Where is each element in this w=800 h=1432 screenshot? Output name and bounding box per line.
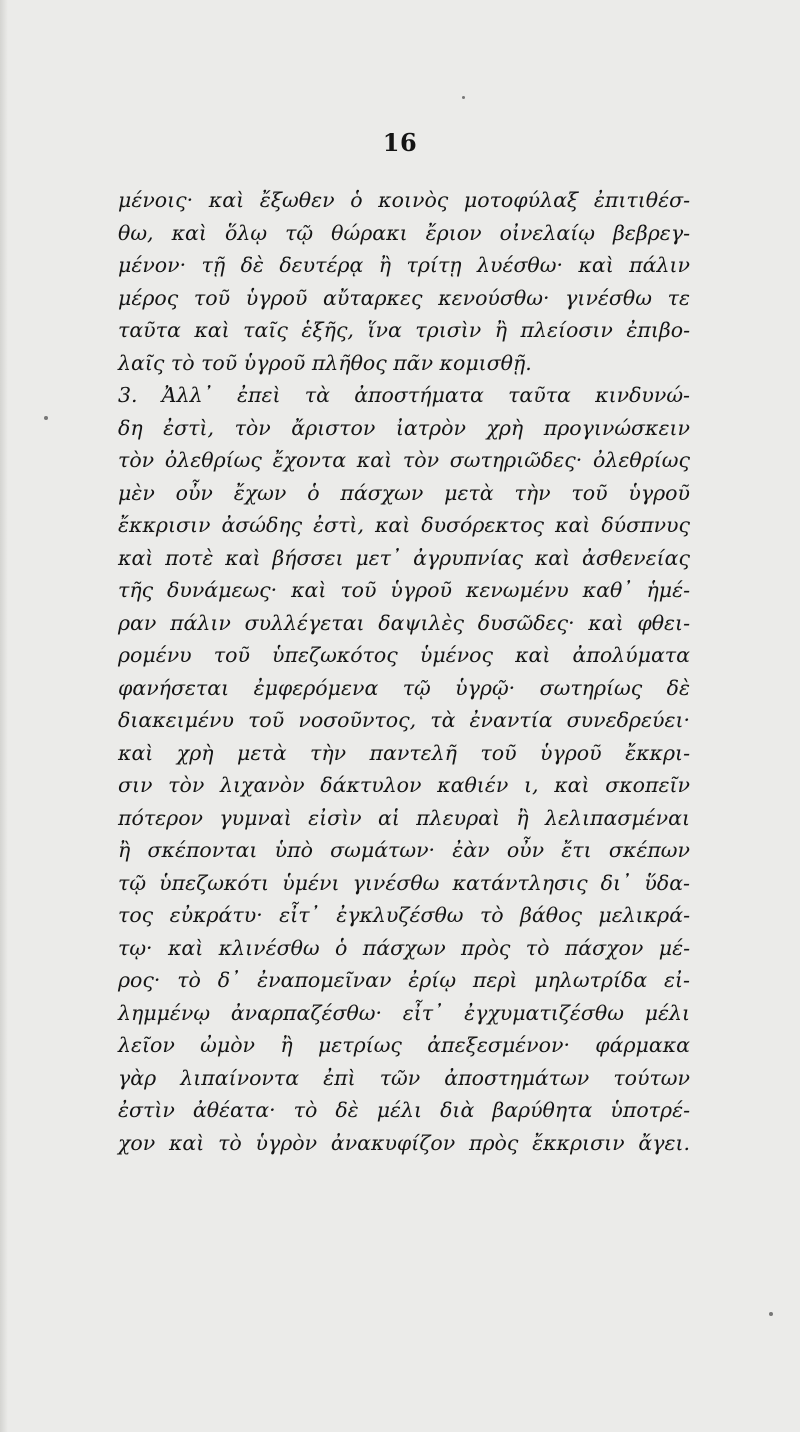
text-line: διακειμένυ τοῦ νοσοῦντος, τὰ ἐναντία συνεδρεύει· [118,708,690,732]
text-line: μὲν οὖν ἔχων ὁ πάσχων μετὰ τὴν τοῦ ὑγροῦ [118,480,690,505]
text-line: λημμένῳ ἀναρπαζέσθω· εἶτ᾽ ἐγχυματιζέσθω μέλι [118,1000,690,1025]
page-number: 16 [382,128,418,157]
text-line: τῷ ὑπεζωκότι ὑμένι γινέσθω κατάντλησις δι᾽ ὕδα- [118,870,690,895]
body-text [118,184,690,1159]
text-line: ρος· τὸ δ᾽ ἐναπομεῖναν ἐρίῳ περὶ μηλωτρίδα εἰ- [118,968,690,992]
text-line: γὰρ λιπαίνοντα ἐπὶ τῶν ἀποστημάτων τούτων [118,1065,690,1090]
text-line: μένον· τῇ δὲ δευτέρᾳ ἢ τρίτῃ λυέσθω· καὶ πάλιν [118,253,690,277]
text-line: ἐστὶν ἀθέατα· τὸ δὲ μέλι διὰ βαρύθητα ὑποτρέ- [118,1098,690,1122]
text-line: πότερον γυμναὶ εἰσὶν αἱ πλευραὶ ἢ λελιπασμέναι [118,805,690,830]
text-line: δη ἐστὶ, τὸν ἄριστον ἰατρὸν χρὴ προγινώσκειν [118,415,690,440]
paper-speck [462,96,465,99]
text-line: 3. Ἀλλ᾽ ἐπεὶ τὰ ἀποστήματα ταῦτα κινδυνώ- [118,383,690,407]
text-line: τὸν ὀλεθρίως ἔχοντα καὶ τὸν σωτηριῶδες· ὀλεθρίως [118,448,690,472]
text-line: καὶ χρὴ μετὰ τὴν παντελῆ τοῦ ὑγροῦ ἔκκρι- [118,740,690,765]
text-line: τῳ· καὶ κλινέσθω ὁ πάσχων πρὸς τὸ πάσχον μέ- [118,935,690,960]
text-line: ἢ σκέπονται ὑπὸ σωμάτων· ἐὰν οὖν ἔτι σκέπων [118,838,690,862]
text-line: ταῦτα καὶ ταῖς ἑξῆς, ἵνα τρισὶν ἢ πλείοσιν ἐπιβο- [118,318,690,342]
text-line: τῆς δυνάμεως· καὶ τοῦ ὑγροῦ κενωμένυ καθ᾽ ἡμέ- [118,578,690,602]
page-edge [0,0,8,1432]
text-line: μένοις· καὶ ἔξωθεν ὁ κοινὸς μοτοφύλαξ ἐπιτιθέσ- [118,188,690,212]
text-line: σιν τὸν λιχανὸν δάκτυλον καθιέν ι, καὶ σκοπεῖν [118,773,690,797]
text-line: λαῖς τὸ τοῦ ὑγροῦ πλῆθος πᾶν κομισθῇ. [118,350,532,375]
text-line: καὶ ποτὲ καὶ βήσσει μετ᾽ ἀγρυπνίας καὶ ἀσθενείας [118,545,690,570]
text-line: μέρος τοῦ ὑγροῦ αὔταρκες κενούσθω· γινέσθω τε [118,285,690,310]
text-line: ἔκκρισιν ἀσώδης ἐστὶ, καὶ δυσόρεκτος καὶ δύσπνυς [118,513,690,537]
paper-speck [44,416,48,420]
text-line: φανήσεται ἐμφερόμενα τῷ ὑγρῷ· σωτηρίως δὲ [118,675,690,700]
text-line: τος εὐκράτυ· εἶτ᾽ ἐγκλυζέσθω τὸ βάθος μελικρά- [118,903,690,927]
text-line: λεῖον ὠμὸν ἢ μετρίως ἀπεξεσμένον· φάρμακα [118,1033,690,1057]
paper-speck [769,1312,773,1316]
text-line: ραν πάλιν συλλέγεται δαψιλὲς δυσῶδες· καὶ φθει- [118,610,690,635]
text-line: θω, καὶ ὅλῳ τῷ θώρακι ἔριον οἰνελαίῳ βεβρεγ- [118,220,690,245]
text-line: ρομένυ τοῦ ὑπεζωκότος ὑμένος καὶ ἀπολύματα [118,643,690,667]
text-line: χον καὶ τὸ ὑγρὸν ἀνακυφίζον πρὸς ἔκκρισιν ἄγει. [118,1130,690,1155]
